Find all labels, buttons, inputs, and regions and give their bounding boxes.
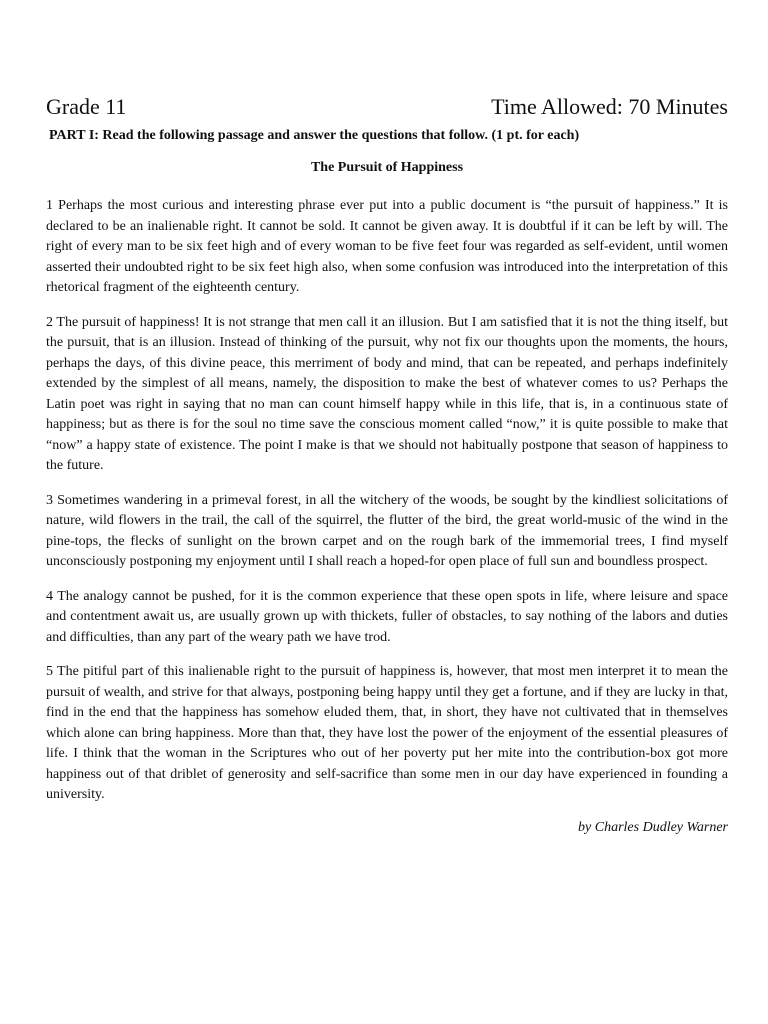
passage-paragraph-2: 2 The pursuit of happiness! It is not strange that men call it an illusion. But I am satisfied that it is not the thing itself, but the pursuit, that is an illusion. Instead of thinking of the pursuit, why not fix our thoughts upon the moments, the hours, perhaps the days, of this divine peace, this merriment of body and mind, that can be repeated, and perhaps indefinitely extended by the simplest of all means, namely, the disposition to make the best of whatever comes to us? Perhaps the Latin poet was right in saying that no man can count himself happy while in this life, that is, in a continuous state of happiness; but as there is for the soul no time save the conscious moment called “now,” it is quite possible to make that “now” a happy state of existence. The point I make is that we should not habitually postpone that season of happiness to the future. [46, 314, 728, 473]
grade-label: Grade 11 [46, 94, 127, 119]
passage-paragraph-1: 1 Perhaps the most curious and interesting phrase ever put into a public document is “the pursuit of happiness.” It is declared to be an inalienable right. It cannot be sold. It cannot be given away. It is doubtful if it can be left by will. The right of every man to be six feet high and of every woman to be five feet four was regarded as self-evident, until women asserted their undoubted right to be six feet high also, when some confusion was introduced into the interpretation of this rhetorical fragment of the eighteenth century. [46, 198, 728, 295]
passage-paragraph-3: 3 Sometimes wandering in a primeval forest, in all the witchery of the woods, be sought by the kindliest solicitations of nature, wild flowers in the trail, the call of the squirrel, the flutter of the bird, the great world-music of the wind in the pine-tops, the flecks of sunlight on the brown carpet and on the rough bark of the immemorial trees, I find myself unconsciously postponing my enjoyment until I shall reach a hoped-for open place of full sun and boundless prospect. [46, 492, 728, 569]
passage-paragraph-4: 4 The analogy cannot be pushed, for it is the common experience that these open spots in life, where leisure and space and contentment await us, are usually grown up with thickets, fuller of obstacles, to say nothing of the labors and duties and difficulties, than any part of the weary path we have trod. [46, 588, 728, 645]
time-allowed-label: Time Allowed: 70 Minutes [491, 94, 728, 119]
passage-title: The Pursuit of Happiness [310, 160, 464, 175]
exam-page [46, 92, 728, 838]
part-one-instructions: PART I: Read the following passage and answer the questions that follow. (1 pt. for each) [49, 128, 580, 143]
exam-header [46, 92, 728, 122]
passage-paragraph-5: 5 The pitiful part of this inalienable right to the pursuit of happiness is, however, that most men interpret it to mean the pursuit of wealth, and strive for that always, postponing being happy until they get a fortune, and if they are lucky in that, find in the end that the happiness has somehow eluded them, that, in short, they have not cultivated that in themselves which alone can bring happiness. More than that, they have lost the power of the enjoyment of the essential pleasures of life. I think that the woman in the Scriptures who out of her poverty put her mite into the contribution-box got more happiness out of that driblet of generosity and self-sacrifice than some men in our day have experienced in founding a university. [46, 664, 728, 802]
passage-author: by Charles Dudley Warner [578, 819, 728, 835]
